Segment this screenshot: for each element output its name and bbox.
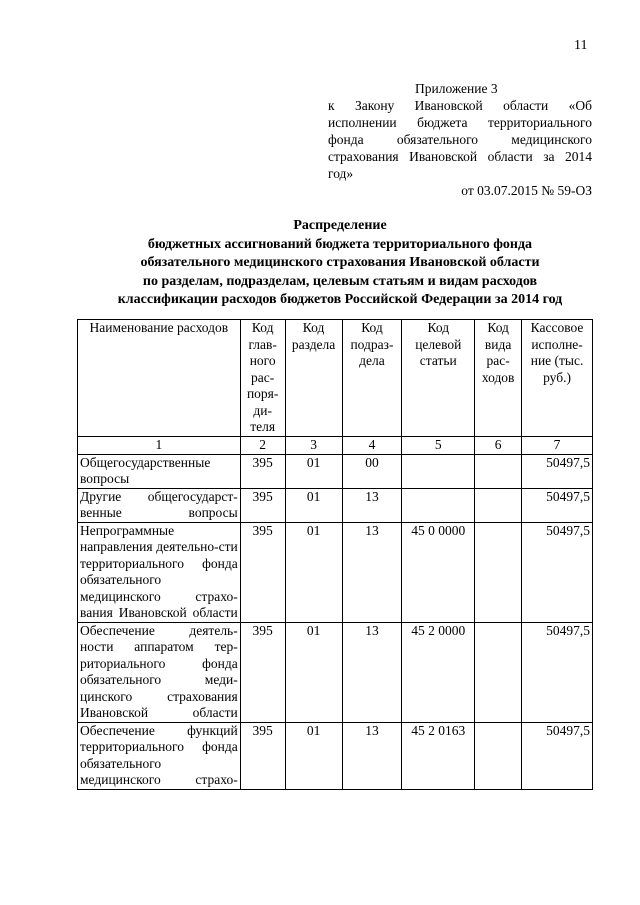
table-header-row	[78, 320, 593, 437]
table-row	[78, 522, 593, 622]
row-vid	[475, 622, 522, 722]
row-kas: 50497,5	[522, 622, 593, 722]
row-name: Другие общегосударст-венные вопросы	[78, 488, 241, 522]
row-podr: 13	[342, 522, 402, 622]
table-row	[78, 488, 593, 522]
row-podr: 13	[342, 722, 402, 789]
row-name: Обеспечение деятель-ности аппаратом тер-риториального фонда обязательного меди-цинского страхования Ивановской области	[78, 622, 241, 722]
row-glav: 395	[240, 454, 285, 488]
row-vid	[475, 454, 522, 488]
column-number: 7	[522, 437, 593, 455]
row-kas: 50497,5	[522, 722, 593, 789]
row-cel: 45 2 0163	[402, 722, 475, 789]
header-name: Наименование расходов	[78, 320, 241, 437]
row-razd: 01	[285, 454, 342, 488]
row-razd: 01	[285, 622, 342, 722]
row-name: Общегосударственные вопросы	[78, 454, 241, 488]
row-name: Непрограммные направления деятельно-сти территориального фонда обязательного медицинского страхо-вания Ивановской области	[78, 522, 241, 622]
row-kas: 50497,5	[522, 454, 593, 488]
row-podr: 00	[342, 454, 402, 488]
row-razd: 01	[285, 722, 342, 789]
row-kas: 50497,5	[522, 488, 593, 522]
table-row	[78, 454, 593, 488]
row-vid	[475, 522, 522, 622]
row-podr: 13	[342, 488, 402, 522]
header-vid: Код вида рас-ходов	[475, 320, 522, 437]
row-vid	[475, 488, 522, 522]
row-razd: 01	[285, 522, 342, 622]
heading-line-1: Распределение	[293, 218, 387, 233]
row-glav: 395	[240, 622, 285, 722]
row-glav: 395	[240, 488, 285, 522]
row-name: Обеспечение функций территориального фонда обязательного медицинского страхо-	[78, 722, 241, 789]
row-cel: 45 2 0000	[402, 622, 475, 722]
header-cel: Код целевой статьи	[402, 320, 475, 437]
appendix-title: Приложение 3	[415, 81, 498, 96]
heading-line-4: по разделам, подразделам, целевым статьям и видам расходов	[142, 273, 538, 289]
heading-line-5: классификации расходов бюджетов Российской Федерации за 2014 год	[117, 292, 563, 307]
document-heading	[40, 217, 640, 310]
appendix-block	[328, 80, 592, 182]
heading-line-2: бюджетных ассигнований бюджета территориального фонда	[147, 236, 533, 252]
decree-reference: от 03.07.2015 № 59-ОЗ	[461, 183, 592, 198]
row-cel	[402, 454, 475, 488]
column-number-row	[78, 437, 593, 455]
column-number: 5	[402, 437, 475, 455]
row-cel: 45 0 0000	[402, 522, 475, 622]
column-number: 3	[285, 437, 342, 455]
table-row	[78, 622, 593, 722]
page-number: 11	[574, 38, 588, 53]
heading-line-3: обязательного медицинского страхования Ивановской области	[140, 255, 540, 270]
row-glav: 395	[240, 722, 285, 789]
row-podr: 13	[342, 622, 402, 722]
column-number: 6	[475, 437, 522, 455]
header-kas: Кассовое исполне-ние (тыс. руб.)	[522, 320, 593, 437]
table-row	[78, 722, 593, 789]
appendix-text: к Закону Ивановской области «Об исполнении бюджета территориального фонда обязательного медицинского страхования Ивановской области за 2014 год»	[328, 98, 592, 181]
row-glav: 395	[240, 522, 285, 622]
row-kas: 50497,5	[522, 522, 593, 622]
column-number: 1	[78, 437, 241, 455]
header-podr: Код подраз-дела	[342, 320, 402, 437]
row-cel	[402, 488, 475, 522]
column-number: 2	[240, 437, 285, 455]
column-number: 4	[342, 437, 402, 455]
header-razd: Код раздела	[285, 320, 342, 437]
expenditure-table	[77, 319, 593, 790]
header-glav: Код глав-ного рас-поря-ди-теля	[240, 320, 285, 437]
row-razd: 01	[285, 488, 342, 522]
row-vid	[475, 722, 522, 789]
